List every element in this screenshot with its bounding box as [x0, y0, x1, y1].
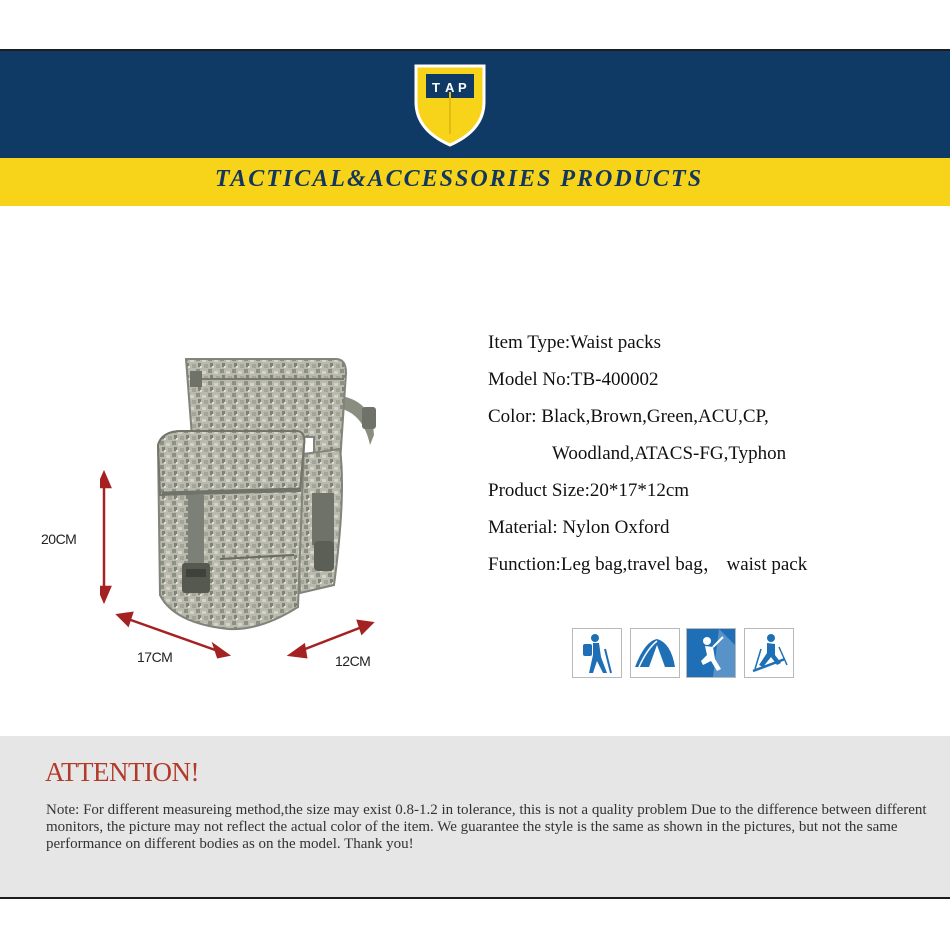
climbing-icon: [686, 628, 736, 678]
tent-icon: [630, 628, 680, 678]
color-options: Color: Black,Brown,Green,ACU,CP,: [488, 406, 769, 427]
product-specs: [488, 330, 928, 589]
material: Material: Nylon Oxford: [488, 517, 670, 538]
color-options-continued: Woodland,ATACS-FG,Typhon: [552, 443, 787, 464]
activity-icons: [572, 628, 794, 678]
banner-title: TACTICAL&ACCESSORIES PRODUCTS: [214, 166, 704, 192]
attention-title: ATTENTION!: [45, 757, 199, 787]
logo-letter-t: T: [432, 80, 440, 95]
product-size: Product Size:20*17*12cm: [488, 480, 690, 501]
logo-letter-p: P: [458, 80, 467, 95]
width-label: 17CM: [137, 649, 173, 665]
logo-letter-a: A: [445, 80, 455, 95]
skiing-icon: [744, 628, 794, 678]
hiking-icon: [572, 628, 622, 678]
function: Function:Leg bag,travel bag， waist pack: [488, 554, 808, 575]
attention-note: Note: For different measureing method,the size may exist 0.8-1.2 in tolerance, this is not a quality problem Due to the difference between different monitors, the picture may not reflect the actual color of the item. We guarantee the style is the same as shown in the pictures, but not the same performance on different bodies as on the model. Thank you!: [46, 802, 927, 852]
depth-label: 12CM: [335, 653, 371, 669]
item-type: Item Type:Waist packs: [488, 332, 662, 353]
bottom-divider: [0, 897, 950, 899]
tap-shield-logo-icon: [412, 62, 488, 148]
height-label: 20CM: [41, 531, 77, 547]
model-number: Model No:TB-400002: [488, 369, 659, 390]
camo-leg-bag-image: [100, 345, 380, 690]
